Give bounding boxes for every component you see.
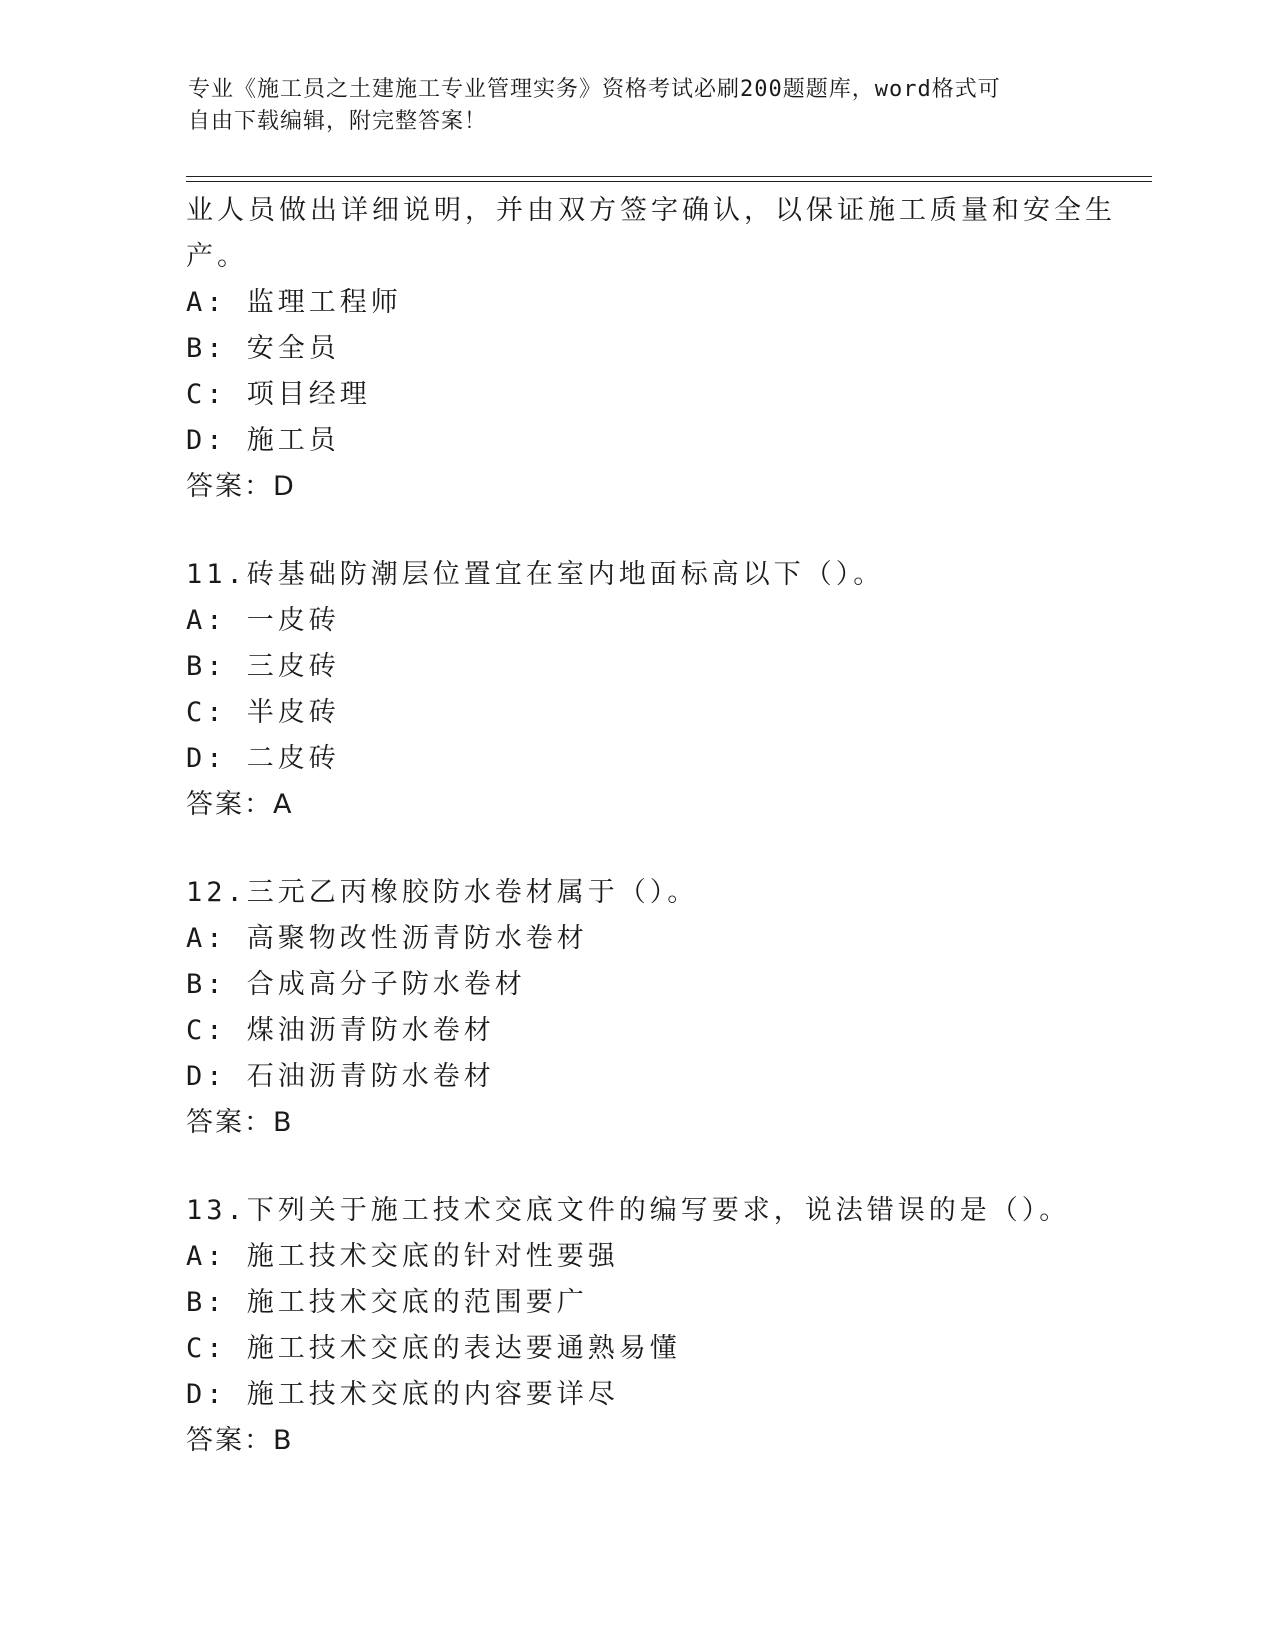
answer-line: 答案：B xyxy=(186,1425,294,1456)
option-c: C: 施工技术交底的表达要通熟易懂 xyxy=(186,1333,681,1364)
question-13 xyxy=(186,1188,1086,1464)
answer-line: 答案：A xyxy=(186,789,294,820)
question-12 xyxy=(186,870,1086,1146)
question-text: 12.三元乙丙橡胶防水卷材属于（）。 xyxy=(186,877,699,908)
option-d: D: 施工员 xyxy=(186,425,340,456)
page-header xyxy=(188,74,1068,138)
answer-line: 答案：B xyxy=(186,1107,294,1138)
header-title-line-1: 专业《施工员之土建施工专业管理实务》资格考试必刷200题题库，word格式可 xyxy=(188,77,1001,102)
option-c: C: 项目经理 xyxy=(186,379,371,410)
question-11 xyxy=(186,552,1086,828)
question-text: 11.砖基础防潮层位置宜在室内地面标高以下（）。 xyxy=(186,559,885,590)
question-list xyxy=(186,188,1116,1464)
option-c: C: 煤油沥青防水卷材 xyxy=(186,1015,495,1046)
option-b: B: 三皮砖 xyxy=(186,651,340,682)
question-text: 13.下列关于施工技术交底文件的编写要求，说法错误的是（）。 xyxy=(186,1195,1071,1226)
header-divider xyxy=(186,176,1152,182)
question-text-continued-end: 产。 xyxy=(186,241,248,272)
header-title-line-2: 自由下载编辑，附完整答案！ xyxy=(188,109,488,134)
option-c: C: 半皮砖 xyxy=(186,697,340,728)
option-d: D: 二皮砖 xyxy=(186,743,340,774)
option-b: B: 施工技术交底的范围要广 xyxy=(186,1287,588,1318)
option-a: A: 一皮砖 xyxy=(186,605,340,636)
continued-question xyxy=(186,188,1116,510)
answer-line: 答案：D xyxy=(186,471,296,502)
option-b: B: 安全员 xyxy=(186,333,340,364)
option-a: A: 高聚物改性沥青防水卷材 xyxy=(186,923,588,954)
question-text-continued: 业人员做出详细说明，并由双方签字确认，以保证施工质量和安全生 xyxy=(186,195,1116,226)
option-d: D: 施工技术交底的内容要详尽 xyxy=(186,1379,619,1410)
option-a: A: 施工技术交底的针对性要强 xyxy=(186,1241,619,1272)
option-a: A: 监理工程师 xyxy=(186,287,402,318)
option-b: B: 合成高分子防水卷材 xyxy=(186,969,526,1000)
option-d: D: 石油沥青防水卷材 xyxy=(186,1061,495,1092)
